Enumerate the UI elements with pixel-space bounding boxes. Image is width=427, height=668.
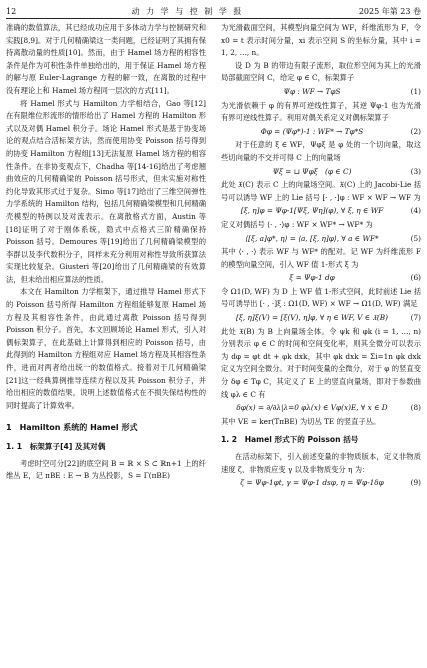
paragraph: 在活动标架下，引入前述变量的非物质版本，定义非物质速度 ζ、非物质应变 γ 以及非物质变分 η 为：	[221, 452, 421, 474]
equation-number: (4)	[410, 206, 421, 216]
equation-number: (9)	[410, 478, 421, 488]
paragraph: 此处 𝔛(B) 为 B 上向量场全体。令 ψk 和 φk (i = 1, …, n) 分别表示 φ ∈ C 的时间和空间变化率，则其全微分可以表示为 dφ = φt dt + φk dxk，其中 φk dxk = Σi=1n φk dxk 定义为空间全微分。对于时间变量的全微分，对于 φ 的竖直变分 δφ ∈ Tφ C，其定义了 E 上的竖直向量场，即对于参数曲线 φλ ∈ C 有	[221, 326, 421, 399]
paragraph: 定义对偶括号 ⟨· , ·⟩φ : WF × WF* → WF* 为	[221, 219, 373, 229]
page-header	[6, 4, 421, 19]
subsection-title: 1. 1 标架算子[4] 及其对偶	[6, 442, 106, 451]
equation	[221, 477, 421, 490]
right-column	[221, 22, 421, 491]
equation-number: (2)	[410, 126, 421, 136]
equation-formula: δφ(x) = ∂/∂λ|λ=0 φλ(x) ∈ Vφ(x)E, ∀ x ∈ D	[236, 403, 388, 413]
issue-info: 2025 年第 23 卷	[358, 6, 421, 16]
equation-number: (1)	[410, 86, 421, 96]
equation-formula: ζ = Ψφ-1φt, γ = Ψφ-1 dsφ, η = Ψφ-1δφ	[240, 478, 384, 488]
intro-paragraph-3: 本文在 Hamilton 力学框架下，通过推导 Hamel 形式下的 Poisson 括号所得 Hamilton 方程组能够复原 Hamel 场方程及其相容性条件，由此通过离散 Poisson 括号得到 Poisson 积分子。首先，本文回顾场论 Hamel 形式，引入对偶标架算子，在此基础上计算得到相应的 Poisson 括号，由此得到的 Hamilton 方程组对应 Hamel 场方程及其相容性条件，进而对两者给出统一的数值格式。接着对于几何精确梁[21]这一经典算例推导连续方程以及其 Poisson 积分子，并给出相应的数值结果，说明上述数值格式在不损失保结构性的同时提高了计算效率。	[6, 287, 206, 410]
equation-formula: ξ = Ψφ-1 dφ	[289, 273, 335, 283]
equation	[221, 205, 421, 218]
equation-number: (8)	[410, 403, 421, 413]
subsection-title: 1. 2 Hamel 形式下的 Poisson 括号	[221, 435, 359, 445]
paragraph: 其中 ⟨· , ·⟩ 表示 WF 与 WF* 的配对。记 WF 为纤维流形 F 的模型向量空间，引入 WF 值 1-形式 ξ 为	[221, 247, 421, 269]
equation	[221, 166, 421, 179]
equation-formula: [ξ, η]φ = Ψφ-1[Ψξ, Ψη](φ), ∀ ξ, η ∈ WF	[240, 206, 384, 216]
equation-formula: ⟨[ξ, a]φ*, η⟩ = ⟨a, [ξ, η]φ⟩, ∀ a ∈ WF*	[245, 233, 379, 243]
equation-number: (3)	[410, 166, 421, 176]
equation	[221, 402, 421, 415]
equation	[221, 126, 421, 139]
subsection-text: 考虑时空可分[22]的底空间 B = ℝ × S ⊂ ℝn+1 上的纤维丛 E，记 πBE : E → B 为丛投影，S = Γ(πBE)	[6, 458, 206, 481]
equation-formula: Ψξ = ⊔ Ψφξ (φ ∈ C)	[272, 166, 352, 176]
equation	[221, 272, 421, 285]
section-title: 1 Hamilton 系统的 Hamel 形式	[6, 423, 138, 433]
equation-number: (5)	[410, 233, 421, 243]
equation-formula: [ξ, η]ξ(V) = [ξ(V), η]φ, ∀ η ∈ WF, V ∈ 𝔛(B)	[236, 313, 388, 323]
paragraph: 设 D 为 B 的带边有限子流形，取位形空间为其上的光滑局部截面空间 C，给定 φ ∈ C，标架算子	[221, 60, 421, 83]
equation	[221, 86, 421, 99]
equation-formula: Ψφ : WF → TφS	[283, 86, 341, 96]
journal-title: 动 力 学 与 控 制 学 报	[131, 6, 244, 16]
paragraph: 为光滑依赖于 φ 的有界可逆线性算子，其逆 Ψφ-1 也为光滑有界可逆线性算子。利用对偶关系定义对偶标架算子	[221, 100, 421, 123]
equation-number: (6)	[410, 273, 421, 283]
paragraph: 令 Ω1(D, WF) 为 D 上 WF 值 1-形式空间，此时前述 Lie 括号可诱导出 [· , ·]ξ : Ω1(D, WF) × WF → Ω1(D, WF) 满足	[221, 286, 421, 309]
paragraph: 为光滑截面空间，其模型向量空间为 WF，纤维流形为 F，令 x0 = t 表示时间分量，xi 表示空间 S 的坐标分量，其中 i = 1, 2, …, n。	[221, 23, 421, 58]
equation	[221, 312, 421, 325]
paragraph: 其中 VE = ker(TπBE) 为切丛 TE 的竖直子丛。	[221, 416, 381, 426]
intro-paragraph-1: 准确的数值算法，其已经成功应用于多体动力学与控制研究和实践[8,9]。对于几何精确梁这一类问题，已经证明了其拥有保持离散动量的性质[10]。然而，由于 Hamel 场方程的相容性条件是作为可积性条件单独给出的，用于保证 Hamel 场方程的解与原 Euler-Lagrange 方程的解一致，在离散的过程中没有理论上和 Hamel 场方程同一层次的方式[11]。	[6, 23, 206, 95]
equation	[221, 233, 421, 246]
equation-number: (7)	[410, 313, 421, 323]
equation-formula: Φφ = (Ψφ*)-1 : WF* → Tφ*S	[260, 126, 364, 136]
left-column	[6, 22, 206, 483]
page-number: 12	[6, 6, 17, 16]
intro-paragraph-2: 将 Hamel 形式与 Hamilton 力学相结合，Gao 等[12]在有限维位形流形的情形给出了 Hamel 方程的 Hamilton 形式以及对偶 Hamel 积分子。场论 Hamel 形式是基于协变场论的观点结合活标架方法，然而使用协变 Poisson 括号得到的协变 Hamilton 方程组[13]无法复原 Hamel 场方程的相容性条件。在非协变观点下，Chadha 等[14-16]给出了考虑翘曲效应的几何精确梁的 Poisson 括号形式，但未实施对称性约化导致其形式过于复杂。Simo 等[17]给出了三维空间弹性力学系统的 Hamilton 结构，包括几何精确梁模型和几何精确壳模型的特例以及对流表示。在离散格式方面，Austin 等[18]证明了对于刚体系统，隐式中点格式三阶精确保持 Poisson 括号。Demoures 等[19]给出了几何精确梁模型的李群以及李代数积分子，同样未充分利用对称性导致所获算法实现比较复杂。Giusteri 等[20]给出了几何精确梁的有效算法，但未给出相应算法的性质。	[6, 98, 206, 284]
paragraph: 此处 𝔛(C) 表示 C 上的向量场空间。𝔛(C) 上的 Jacobi-Lie 括号可以诱导 WF 上的 Lie 括号 [· , ·]φ : WF × WF → WF 为	[221, 180, 421, 202]
paragraph: 对于任意的 ξ ∈ WF，Ψφξ 是 φ 处的一个切向量，取这些切向量的不交并可得 C 上的向量场	[221, 140, 421, 162]
